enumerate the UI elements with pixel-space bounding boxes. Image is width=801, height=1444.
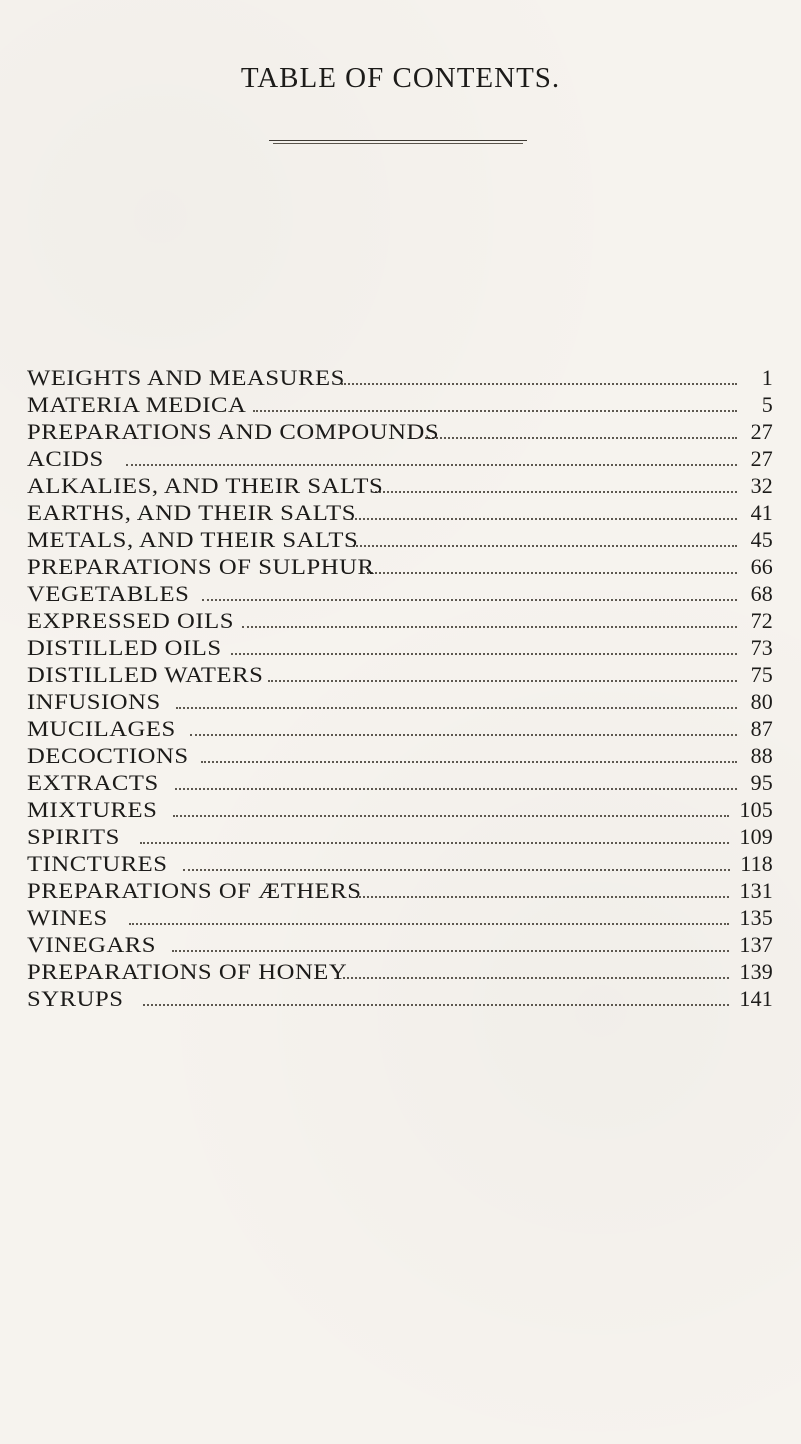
dot-leader xyxy=(140,842,729,844)
toc-entry-title: TINCTURES xyxy=(27,851,168,876)
dot-leader xyxy=(173,815,729,817)
dot-leader xyxy=(351,518,737,520)
dot-leader xyxy=(353,545,737,547)
toc-entry-page: 141 xyxy=(739,986,773,1011)
toc-entry-page: 75 xyxy=(750,662,773,687)
toc-entry-title: DECOCTIONS xyxy=(27,743,189,768)
toc-entry-title: SPIRITS xyxy=(27,824,120,849)
toc-entry xyxy=(27,743,773,770)
toc-entry-title: VINEGARS xyxy=(27,932,157,957)
toc-entry-title: MATERIA MEDICA xyxy=(27,392,247,417)
toc-entry xyxy=(27,905,773,932)
toc-entry-title: EARTHS, AND THEIR SALTS xyxy=(27,500,357,525)
toc-entry-page: 80 xyxy=(750,689,773,714)
toc-entry xyxy=(27,419,773,446)
dot-leader xyxy=(175,788,737,790)
toc-entry-title: EXPRESSED OILS xyxy=(27,608,235,633)
toc-entry-page: 139 xyxy=(739,959,773,984)
toc-entry-page: 72 xyxy=(750,608,773,633)
toc-entry xyxy=(27,986,773,1013)
toc-entry-title: MUCILAGES xyxy=(27,716,176,741)
toc-entry xyxy=(27,959,773,986)
toc-entry-title: PREPARATIONS AND COMPOUNDS xyxy=(27,419,440,444)
toc-entry-title: DISTILLED WATERS xyxy=(27,662,264,687)
toc-entry xyxy=(27,365,773,392)
dot-leader xyxy=(129,923,729,925)
toc-entry-title: MIXTURES xyxy=(27,797,158,822)
toc-entry-page: 41 xyxy=(750,500,773,525)
toc-entry-title: ACIDS xyxy=(27,446,104,471)
toc-entry-title: PREPARATIONS OF HONEY xyxy=(27,959,348,984)
toc-entry-page: 1 xyxy=(761,365,773,390)
dot-leader xyxy=(190,734,737,736)
toc-entry-title: WINES xyxy=(27,905,108,930)
toc-entry-title: ALKALIES, AND THEIR SALTS xyxy=(27,473,384,498)
dot-leader xyxy=(172,950,729,952)
dot-leader xyxy=(231,653,737,655)
toc-entry-page: 27 xyxy=(750,446,773,471)
toc-entry-page: 118 xyxy=(740,851,773,876)
toc-entry-title: PREPARATIONS OF SULPHUR xyxy=(27,554,375,579)
dot-leader xyxy=(375,491,737,493)
toc-entry-title: VEGETABLES xyxy=(27,581,190,606)
toc-entry xyxy=(27,392,773,419)
toc-entry xyxy=(27,716,773,743)
contents-list xyxy=(27,365,773,1013)
title-rule xyxy=(269,140,527,141)
dot-leader xyxy=(425,437,737,439)
toc-entry xyxy=(27,473,773,500)
dot-leader xyxy=(367,572,737,574)
toc-entry xyxy=(27,635,773,662)
toc-entry-page: 131 xyxy=(739,878,773,903)
dot-leader xyxy=(126,464,737,466)
toc-entry-title: EXTRACTS xyxy=(27,770,159,795)
dot-leader xyxy=(143,1004,729,1006)
toc-entry xyxy=(27,608,773,635)
toc-entry-page: 32 xyxy=(750,473,773,498)
toc-entry-page: 68 xyxy=(750,581,773,606)
toc-entry xyxy=(27,689,773,716)
dot-leader xyxy=(201,761,737,763)
toc-entry-page: 105 xyxy=(739,797,773,822)
toc-entry-page: 45 xyxy=(750,527,773,552)
toc-entry-title: INFUSIONS xyxy=(27,689,161,714)
dot-leader xyxy=(202,599,737,601)
toc-entry xyxy=(27,851,773,878)
toc-entry xyxy=(27,878,773,905)
dot-leader xyxy=(341,383,737,385)
dot-leader xyxy=(176,707,737,709)
toc-entry xyxy=(27,770,773,797)
toc-entry-title: SYRUPS xyxy=(27,986,124,1011)
toc-entry-page: 87 xyxy=(750,716,773,741)
toc-entry-page: 27 xyxy=(750,419,773,444)
toc-entry xyxy=(27,581,773,608)
dot-leader xyxy=(242,626,737,628)
toc-entry xyxy=(27,824,773,851)
toc-entry-page: 88 xyxy=(750,743,773,768)
dot-leader xyxy=(343,977,729,979)
dot-leader xyxy=(356,896,730,898)
dot-leader xyxy=(183,869,731,871)
toc-entry xyxy=(27,500,773,527)
dot-leader xyxy=(253,410,737,412)
toc-entry-title: DISTILLED OILS xyxy=(27,635,222,660)
toc-entry-page: 73 xyxy=(750,635,773,660)
toc-entry-page: 66 xyxy=(750,554,773,579)
toc-entry-page: 137 xyxy=(739,932,773,957)
toc-entry xyxy=(27,932,773,959)
toc-entry-title: WEIGHTS AND MEASURES xyxy=(27,365,345,390)
toc-entry-title: METALS, AND THEIR SALTS xyxy=(27,527,359,552)
toc-entry xyxy=(27,662,773,689)
toc-entry xyxy=(27,797,773,824)
toc-entry-title: PREPARATIONS OF ÆTHERS xyxy=(27,878,362,903)
page-title: TABLE OF CONTENTS. xyxy=(240,62,561,95)
toc-entry-page: 95 xyxy=(750,770,773,795)
toc-entry-page: 5 xyxy=(761,392,773,417)
toc-entry xyxy=(27,527,773,554)
toc-entry xyxy=(27,446,773,473)
toc-entry-page: 109 xyxy=(739,824,773,849)
toc-entry xyxy=(27,554,773,581)
dot-leader xyxy=(268,680,737,682)
toc-entry-page: 135 xyxy=(739,905,773,930)
